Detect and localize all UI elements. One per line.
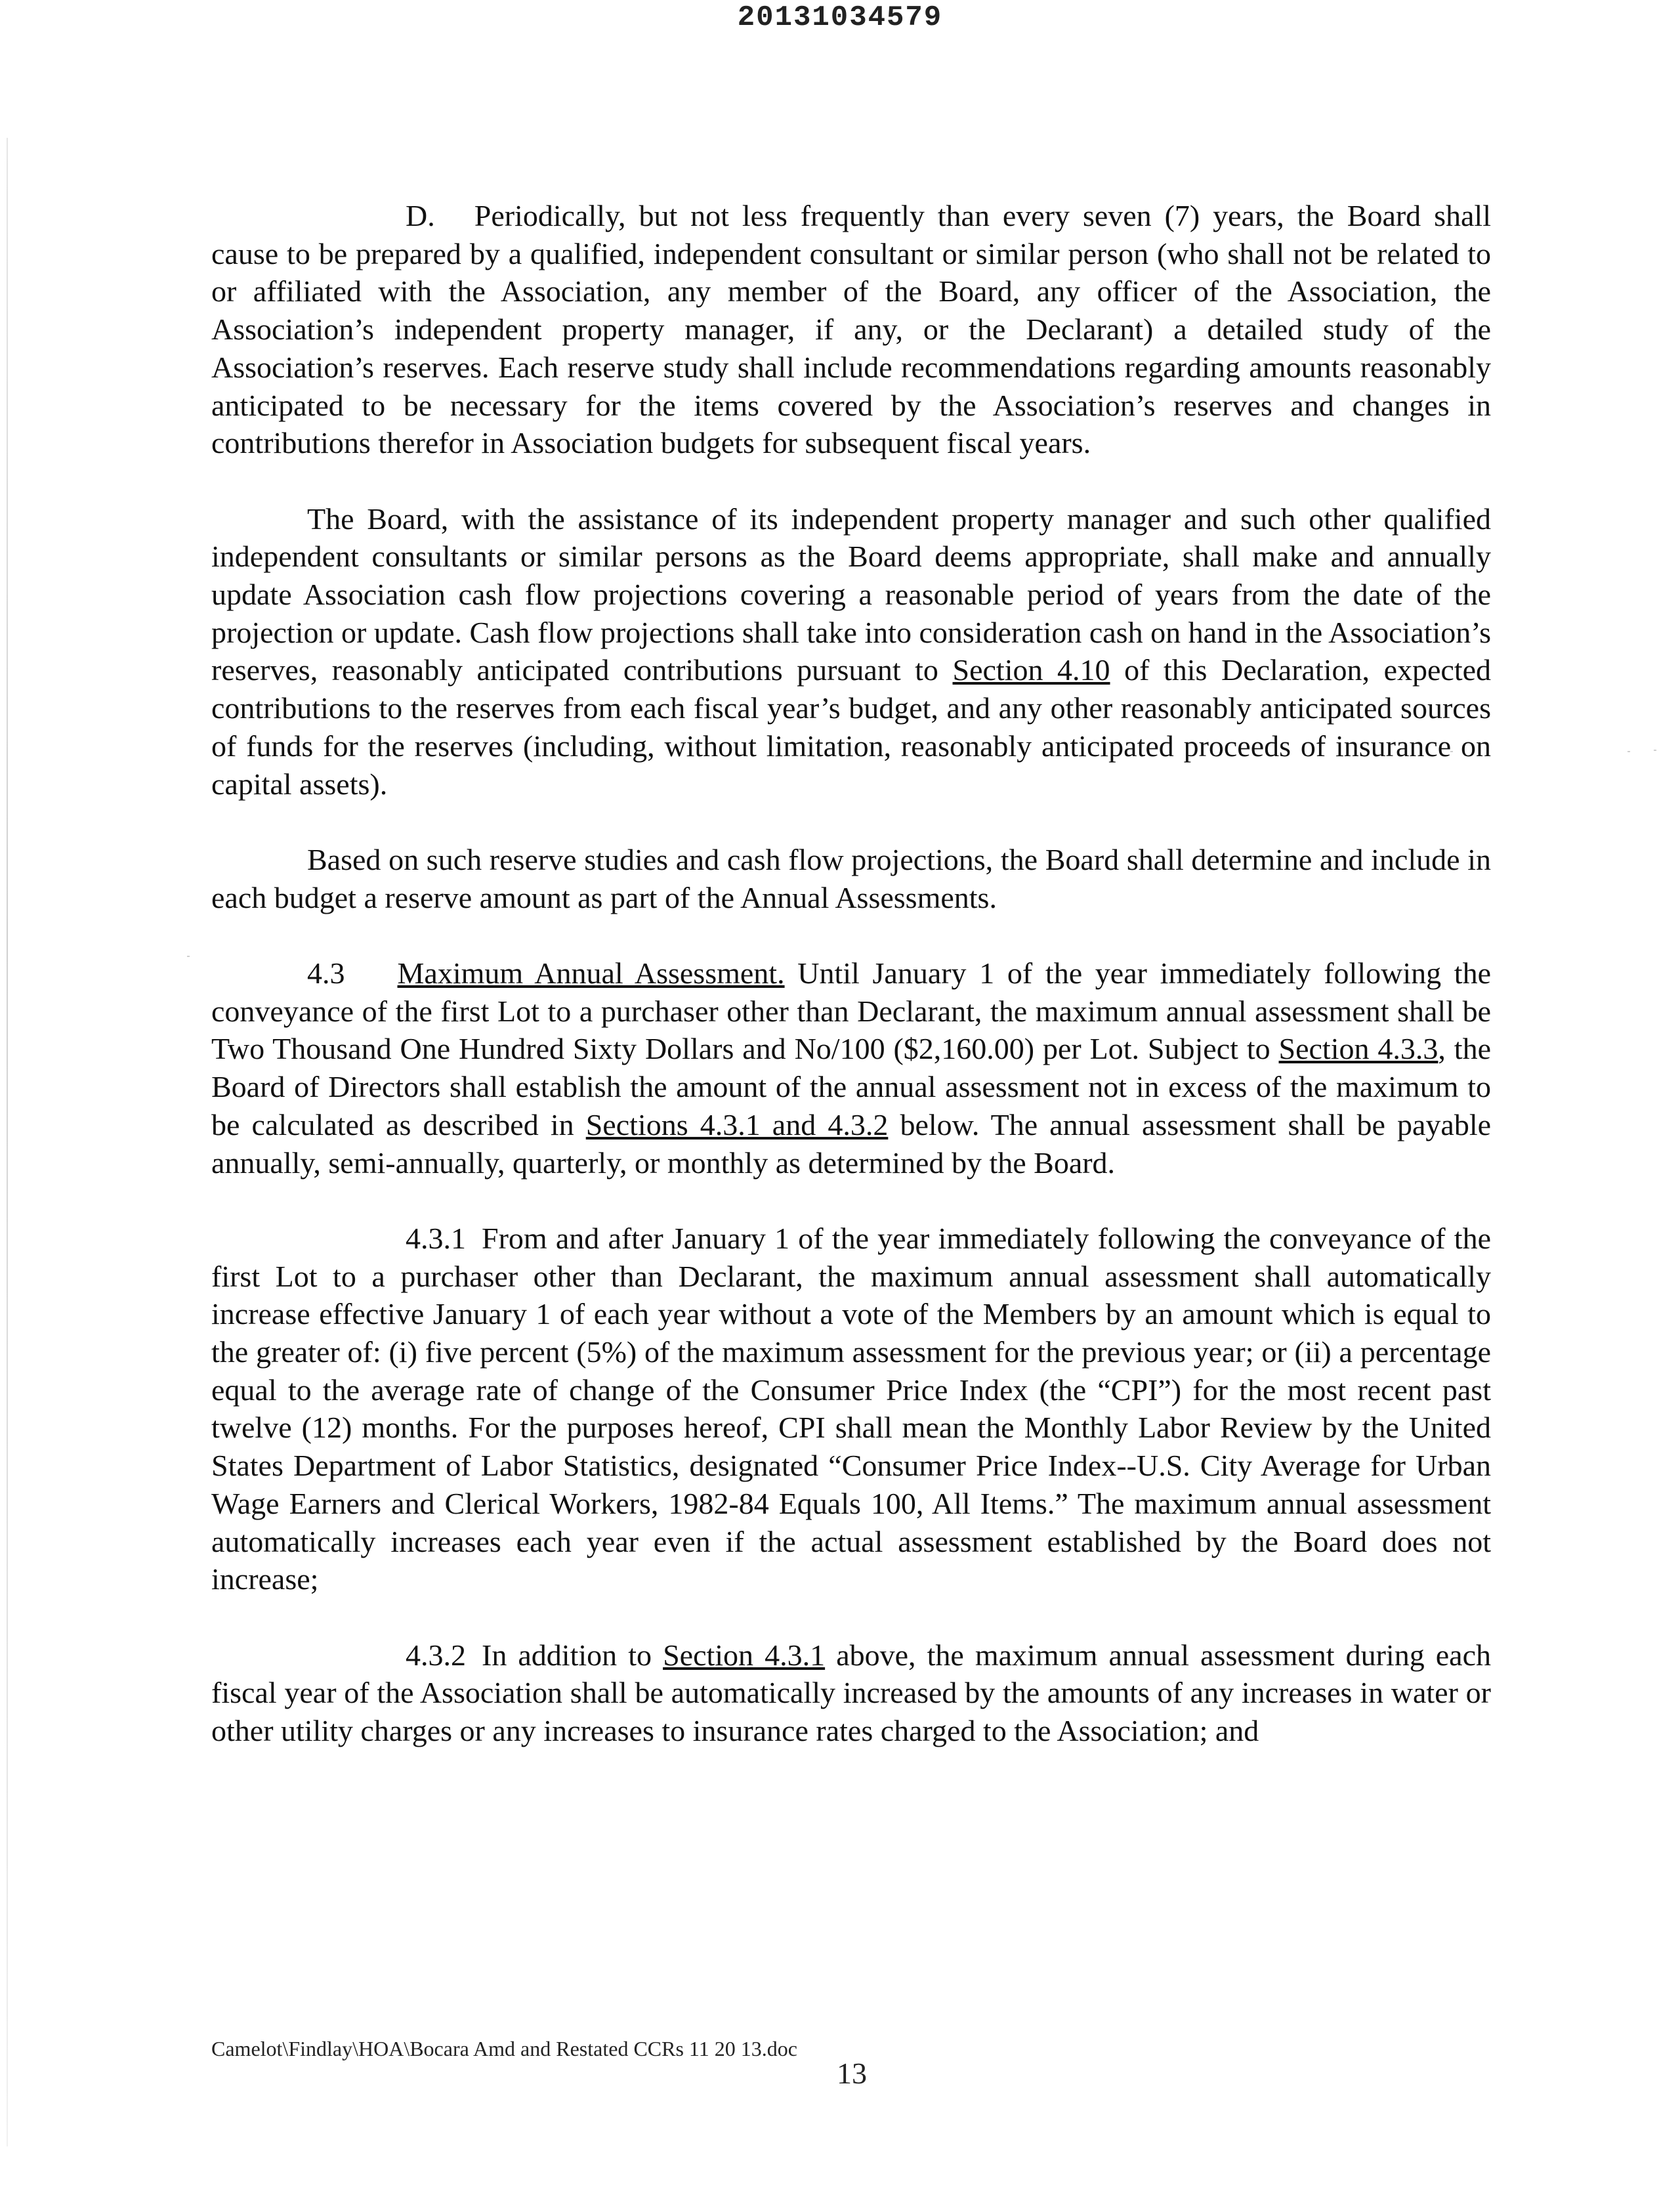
paragraph-text: Based on such reserve studies and cash flow projections, the Board shall determine and include in each budget a reserve amount as part of the Annual Assessments.	[211, 842, 1491, 914]
scan-speck	[1628, 751, 1630, 752]
section-number: 4.3	[307, 956, 345, 991]
section-reference: Sections 4.3.1 and 4.3.2	[585, 1107, 889, 1141]
paragraph-text: of this Declaration, expected contributions to the reserves from each fiscal year’s budget, and any other reasonably anticipated sources of funds for the reserves (including, without limitation, reasonably anticipated proceeds of insurance on capital assets).	[211, 653, 1492, 801]
scan-speck	[187, 956, 190, 957]
section-reference: Section 4.3.3	[1278, 1032, 1438, 1066]
paragraph-text: , the Board of Directors shall establish the amount of the annual assessment not in excess of the maximum to be calculated as described in	[211, 1032, 1492, 1141]
section-4-3-1	[211, 1220, 1491, 1598]
paragraph-label: D.	[406, 199, 435, 232]
document-number: 20131034579	[737, 1, 943, 34]
section-reference: Section 4.3.1	[663, 1638, 826, 1672]
page-number: 13	[837, 2056, 867, 2090]
paragraph-text: Periodically, but not less frequently than every seven (7) years, the Board shall cause to be prepared by a qualified, independent consultant or similar person (who shall not be related to or affiliated with the Association, any member of the Board, any officer of the Association, the Association’s independent property manager, if any, or the Declarant) a detailed study of the Association’s reserves. Each reserve study shall include recommendations regarding amounts reasonably anticipated to be necessary for the items covered by the Association’s reserves and changes in contributions therefor in Association budgets for subsequent fiscal years.	[211, 199, 1491, 460]
paragraph-text: Until January 1 of the year immediately following the conveyance of the first Lot to a purchaser other than Declarant, the maximum annual assessment shall be Two Thousand One Hundred Sixty Dollars and No/100 ($2,160.00) per Lot. Subject to	[211, 956, 1491, 1066]
page-body	[211, 197, 1491, 1750]
section-4-3-2	[211, 1636, 1491, 1750]
paragraph-text: above, the maximum annual assessment during each fiscal year of the Association shall be automatically increased by the amounts of any increases in water or other utility charges or any increases to insurance rates charged to the Association; and	[211, 1638, 1492, 1748]
paragraph-cash-flow	[211, 500, 1491, 803]
section-number: 4.3.2	[406, 1638, 466, 1672]
paragraph-d	[211, 197, 1491, 462]
paragraph-text: The Board, with the assistance of its independent property manager and such other qualified independent consultants or similar persons as the Board deems appropriate, shall make and annually update Association cash flow projections covering a reasonable period of years from the date of the projection or update. Cash flow projections shall take into consideration cash on hand in the Association’s reserves, reasonably anticipated contributions pursuant to	[211, 501, 1491, 687]
section-heading: Maximum Annual Assessment.	[397, 956, 785, 991]
section-4-3	[211, 954, 1491, 1182]
section-number: 4.3.1	[406, 1221, 466, 1255]
paragraph-reserve-amount	[211, 841, 1491, 916]
scan-speck	[1654, 750, 1656, 751]
paragraph-text: In addition to	[482, 1638, 652, 1672]
paragraph-text: From and after January 1 of the year immediately following the conveyance of the first Lot to a purchaser other than Declarant, the maximum annual assessment shall automatically increase effective January 1 of each year without a vote of the Members by an amount which is equal to the greater of: (i) five percent (5%) of the maximum assessment for the previous year; or (ii) a percentage equal to the average rate of change of the Consumer Price Index (the “CPI”) for the most recent past twelve (12) months. For the purposes hereof, CPI shall mean the Monthly Labor Review by the United States Department of Labor Statistics, designated “Consumer Price Index--U.S. City Average for Urban Wage Earners and Clerical Workers, 1982-84 Equals 100, All Items.” The maximum annual assessment automatically increases each year even if the actual assessment established by the Board does not increase;	[211, 1221, 1491, 1596]
footer-file-path: Camelot\Findlay\HOA\Bocara Amd and Restated CCRs 11 20 13.doc	[211, 2037, 797, 2060]
section-reference: Section 4.10	[952, 653, 1110, 687]
paragraph-text: below. The annual assessment shall be payable annually, semi-annually, quarterly, or monthly as determined by the Board.	[211, 1107, 1492, 1180]
scan-edge-artifact	[7, 138, 8, 2146]
